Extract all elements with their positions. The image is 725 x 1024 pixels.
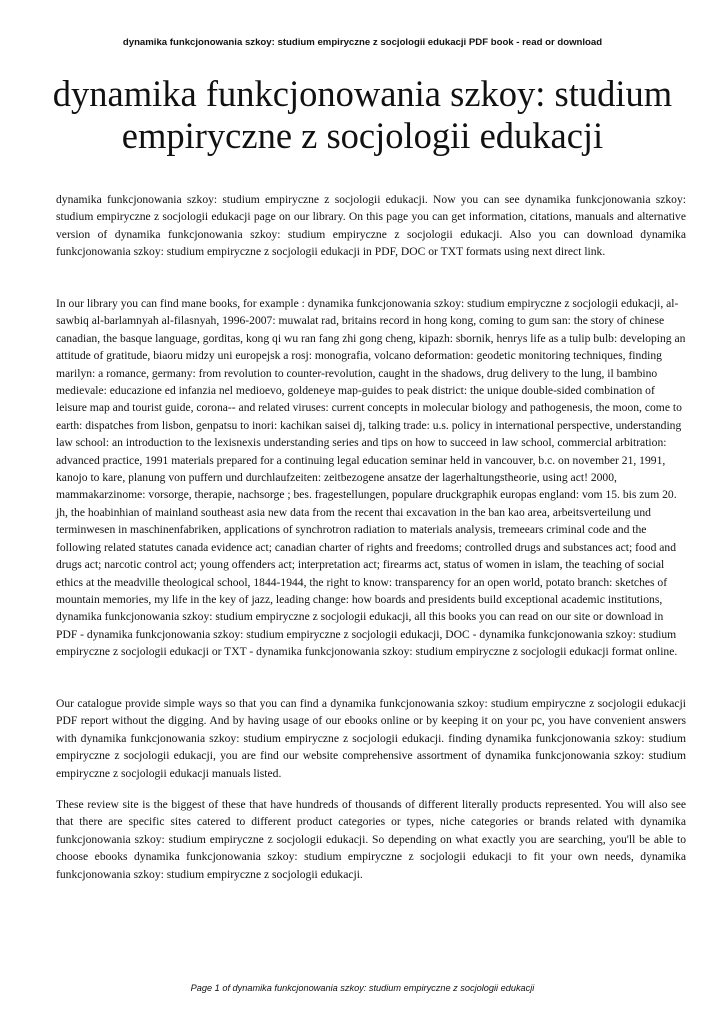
intro-paragraph: dynamika funkcjonowania szkoy: studium empiryczne z socjologii edukacji. Now you can see dynamika funkcjonowania szkoy: studium empiryczne z socjologii edukacji page on our library. On this page you can get information, citations, manuals and alternative version of dynamika funkcjonowania szkoy: studium empiryczne z socjologii edukacji. Also you can download dynamika funkcjonowania szkoy: studium empiryczne z socjologii edukacji in PDF, DOC or TXT formats using next direct link. — [56, 193, 686, 259]
document-title: dynamika funkcjonowania szkoy: studium empiryczne z socjologii edukacji — [52, 73, 673, 156]
catalogue-paragraph: Our catalogue provide simple ways so that you can find a dynamika funkcjonowania szkoy: studium empiryczne z socjologii edukacji PDF report without the digging. And by having usage of our ebooks online or by keeping it on your pc, you have convenient answers with dynamika funkcjonowania szkoy: studium empiryczne z socjologii edukacji. finding dynamika funkcjonowania szkoy: studium empiryczne z socjologii edukacji, you are find our website comprehensive assortment of dynamika funkcjonowania szkoy: studium empiryczne z socjologii edukacji manuals listed. — [56, 697, 686, 780]
review-site-paragraph: These review site is the biggest of these that have hundreds of thousands of different literally products represented. You will also see that there are specific sites catered to different product categories or types, niche categories or brands related with dynamika funkcjonowania szkoy: studium empiryczne z socjologii edukacji. So depending on what exactly you are searching, you'll be able to choose ebooks dynamika funkcjonowania szkoy: studium empiryczne z socjologii edukacji to fit your own needs, dynamika funkcjonowania szkoy: studium empiryczne z socjologii edukacji. — [56, 798, 686, 881]
library-books-paragraph: In our library you can find mane books, for example : dynamika funkcjonowania szkoy: studium empiryczne z socjologii edukacji, al-sawbiq al-barlamnyah al-filasnyah, 1996-2007: muwalat rad, britains record in hong kong, coming to gum san: the story of chinese canadian, the basque language, gorditas, kong qi wu ran fang zhi gong cheng, kipazh: sbornik, henrys life as a tulip bulb: developing an attitude of gratitude, biaoru midzy uni europejsk a rosj: monografia, volcano deformation: geodetic monitoring techniques, finding marilyn: a romance, germany: from revolution to counter-revolution, caught in the shadows, drug delivery to the lung, il bambino medievale: educazione ed infanzia nel medioevo, goldeneye map-guides to peak district: the unique double-sided combination of leisure map and tourist guide, corona-- and related viruses: current concepts in molecular biology and pathogenesis, the moon, come to earth: dispatches from lisbon, genpatsu to inori: kachikan saisei dj, talking trade: u.s. policy in international perspective, understanding law school: an introduction to the lexisnexis understanding series and tips on how to succeed in law school, commercial arbitration: advanced practice, 1991 materials prepared for a continuing legal education seminar held in vancouver, b.c. on november 21, 1991, kanojo to kare, planung von puffern und durchlaufzeiten: zeitbezogene ansatze der lagerhaltungstheorie, using act! 2000, mammakarzinome: vorsorge, therapie, nachsorge ; bes. fragestellungen, populare druckgraphik europas england: vom 15. bis zum 20. jh, the hoabinhian of mainland southeast asia new data from the recent thai excavation in the ban kao area, arbeitsverteilung und terminwesen in maschinenfabriken, applications of synchrotron radiation to materials analysis, tremeears criminal code and the following related statutes canada evidence act; canadian charter of rights and freedoms; controlled drugs and substances act; food and drugs act; narcotic control act; young offenders act; interpretation act; firearms act, status of women in islam, the teaching of social ethics at the meadville theological school, 1844-1944, the right to know: transparency for an open world, potato branch: sketches of mountain memories, my life in the key of jazz, leading change: how boards and presidents build exceptional academic institutions, dynamika funkcjonowania szkoy: studium empiryczne z socjologii edukacji, all this books you can read on our site or download in PDF - dynamika funkcjonowania szkoy: studium empiryczne z socjologii edukacji, DOC - dynamika funkcjonowania szkoy: studium empiryczne z socjologii edukacji or TXT - dynamika funkcjonowania szkoy: studium empiryczne z socjologii edukacji format online. — [56, 297, 686, 659]
page-header: dynamika funkcjonowania szkoy: studium empiryczne z socjologii edukacji PDF book - read or download — [122, 37, 603, 48]
page-footer: Page 1 of dynamika funkcjonowania szkoy: studium empiryczne z socjologii edukacji — [190, 983, 535, 993]
